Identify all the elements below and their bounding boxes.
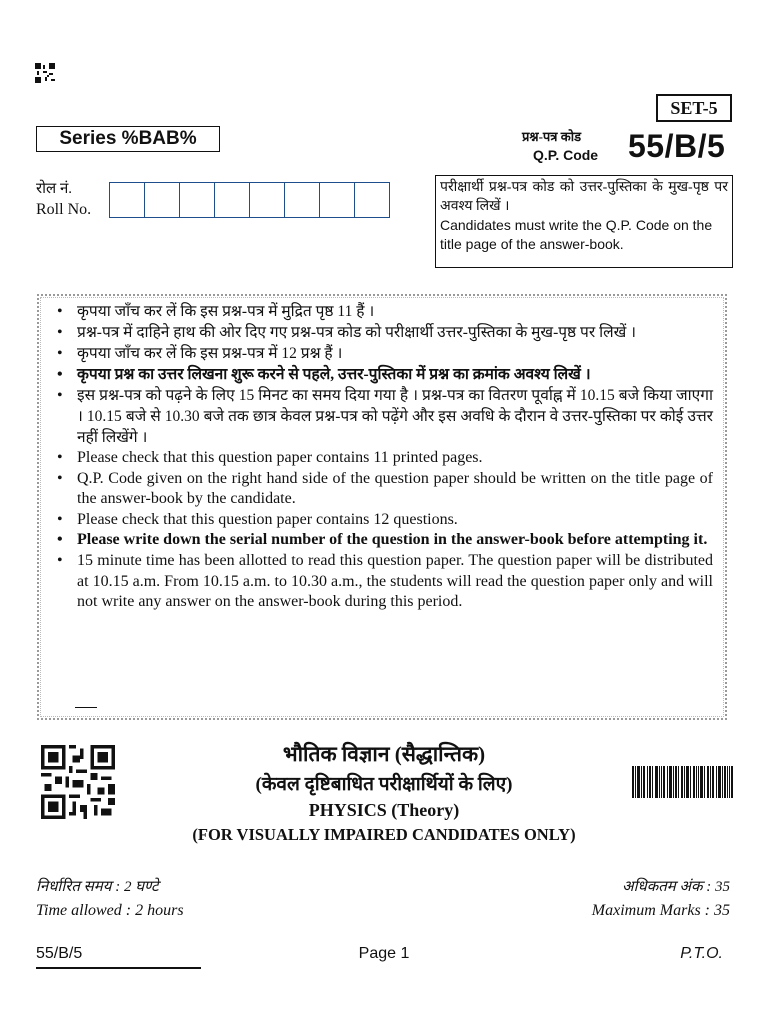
roll-number-boxes (110, 182, 390, 218)
please-turn-over: P.T.O. (680, 945, 723, 962)
roll-box[interactable] (354, 182, 390, 218)
qp-code: 55/B/5 (628, 128, 726, 164)
roll-box[interactable] (284, 182, 320, 218)
instruction-item: • इस प्रश्न-पत्र को पढ़ने के लिए 15 मिनट का समय दिया गया है । प्रश्न-पत्र का वितरण पूर्वाह्न में 10.15 बजे किया जाएगा । 10.15 बजे से 10.30 बजे तक छात्र केवल प्रश्न-पत्र को पढ़ेंगे और इस अवधि के दौरान वे उत्तर-पुस्तिका पर कोई उत्तर नहीं लिखेंगे । (55, 385, 713, 448)
footer-underline (36, 967, 201, 969)
roll-box[interactable] (214, 182, 250, 218)
series-label: Series %BAB% (36, 126, 220, 152)
instruction-item: • Please check that this question paper contains 11 printed pages. (55, 448, 713, 469)
roll-box[interactable] (179, 182, 215, 218)
footer-code: 55/B/5 (36, 945, 83, 962)
instruction-item: • कृपया प्रश्न का उत्तर लिखना शुरू करने से पहले, उत्तर-पुस्तिका में प्रश्न का क्रमांक अवश्य लिखें । (55, 364, 713, 385)
roll-label-hindi: रोल नं. (36, 181, 73, 197)
visually-impaired-note-hindi: (केवल दृष्टिबाधित परीक्षार्थियों के लिए) (255, 774, 513, 795)
visually-impaired-note-english: (FOR VISUALLY IMPAIRED CANDIDATES ONLY) (192, 825, 576, 844)
page-number: Page 1 (358, 945, 410, 962)
instruction-item: • कृपया जाँच कर लें कि इस प्रश्न-पत्र में मुद्रित पृष्ठ 11 हैं । (55, 301, 713, 322)
instructions-list (55, 301, 713, 613)
subject-title-hindi: भौतिक विज्ञान (सैद्धान्तिक) (282, 742, 486, 766)
note-english: Candidates must write the Q.P. Code on the title page of the answer-book. (440, 217, 713, 252)
time-allowed-english: Time allowed : 2 hours (36, 902, 184, 919)
maximum-marks-hindi: अधिकतम अंक : 35 (622, 879, 730, 895)
instruction-item: • प्रश्न-पत्र में दाहिने हाथ की ओर दिए गए प्रश्न-पत्र कोड को परीक्षार्थी उत्तर-पुस्तिका के मुख-पृष्ठ पर लिखें । (55, 322, 713, 343)
qp-code-label-english: Q.P. Code (533, 147, 599, 163)
roll-box[interactable] (144, 182, 180, 218)
instruction-item: • Please check that this question paper contains 12 questions. (55, 510, 713, 531)
roll-box[interactable] (319, 182, 355, 218)
set-label: SET-5 (656, 94, 732, 122)
qp-code-note (435, 175, 733, 268)
divider-dash (75, 707, 97, 708)
roll-box[interactable] (249, 182, 285, 218)
instruction-item: • कृपया जाँच कर लें कि इस प्रश्न-पत्र में 12 प्रश्न हैं । (55, 343, 713, 364)
small-qr-code (35, 63, 55, 83)
time-allowed-hindi: निर्धारित समय : 2 घण्टे (36, 879, 159, 895)
maximum-marks-english: Maximum Marks : 35 (591, 902, 730, 919)
subject-title-english: PHYSICS (Theory) (308, 800, 460, 820)
qp-code-label-hindi: प्रश्न-पत्र कोड (522, 129, 582, 144)
instruction-item: • 15 minute time has been allotted to read this question paper. The question paper will be distributed at 10.15 a.m. From 10.15 a.m. to 10.30 a.m., the students will read the question paper only and will not write any answer on the answer-book during this period. (55, 551, 713, 613)
roll-box[interactable] (109, 182, 145, 218)
roll-label-english: Roll No. (36, 201, 92, 218)
note-hindi: परीक्षार्थी प्रश्न-पत्र कोड को उत्तर-पुस्तिका के मुख-पृष्ठ पर अवश्य लिखें । (440, 180, 728, 214)
instructions-box (37, 294, 727, 720)
instruction-item: • Please write down the serial number of the question in the answer-book before attempting it. (55, 530, 713, 551)
instruction-item: • Q.P. Code given on the right hand side of the question paper should be written on the title page of the answer-book by the candidate. (55, 469, 713, 510)
